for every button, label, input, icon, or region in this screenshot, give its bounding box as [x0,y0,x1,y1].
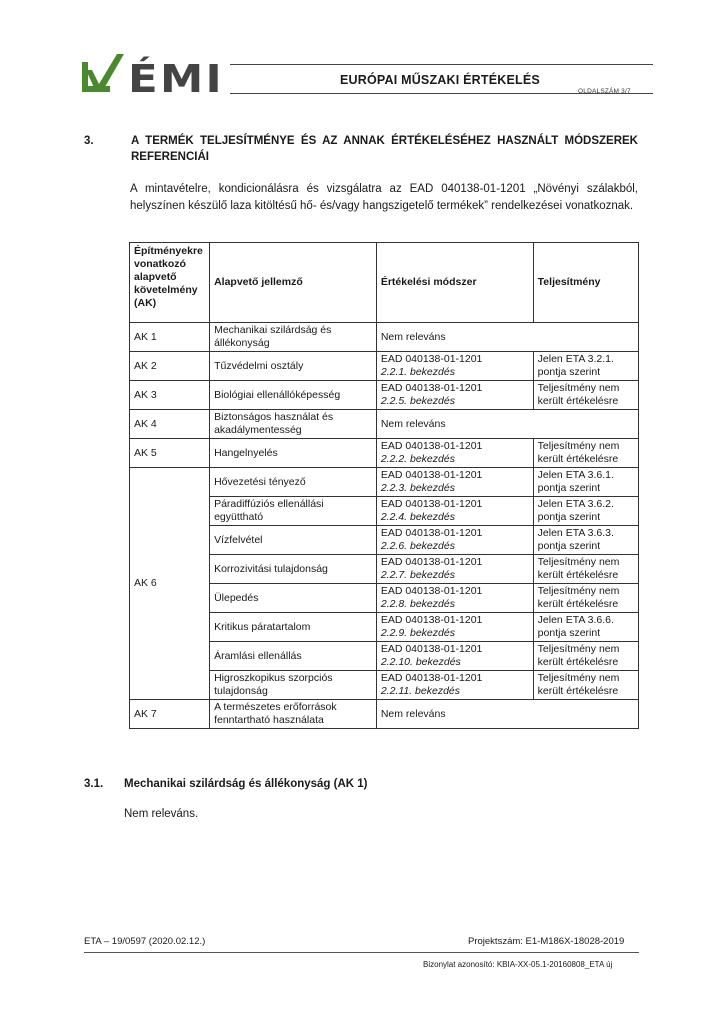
table-row [130,468,639,497]
footer-certificate-id: Bizonylat azonosító: KBIA-XX-05.1-20160808_ETA új [423,960,613,969]
table-row [130,352,639,381]
method-cell: Nem releváns [376,323,638,352]
performance-cell: Teljesítmény nem került értékelésre [533,439,638,468]
characteristic-cell: Páradiffúziós ellenállási együttható [210,497,377,526]
subsection-body: Nem releváns. [124,808,199,820]
header-method: Értékelési módszer [376,243,533,323]
method-ref: 2.2.2. bekezdés [380,453,455,465]
method-ead: EAD 040138-01-1201 [380,440,483,452]
characteristic-cell: Kritikus páratartalom [210,613,377,642]
characteristic-cell: Hővezetési tényező [210,468,377,497]
footer-eta-number: ETA – 19/0597 (2020.02.12.) [84,936,206,947]
method-ead: EAD 040138-01-1201 [380,614,483,626]
method-ref: 2.2.1. bekezdés [380,366,455,378]
characteristic-cell: Ülepedés [210,584,377,613]
table-row [130,323,639,352]
method-ref: 2.2.6. bekezdés [380,540,455,552]
page-number: OLDALSZÁM 3/7 [578,88,631,95]
section-number: 3. [84,135,94,147]
method-cell [376,584,533,613]
performance-cell: Jelen ETA 3.6.6. pontja szerint [533,613,638,642]
ak-cell: AK 3 [130,381,210,410]
method-cell [376,497,533,526]
performance-cell: Teljesítmény nem került értékelésre [533,584,638,613]
characteristic-cell: Biológiai ellenállóképesség [210,381,377,410]
method-cell [376,555,533,584]
ak-cell: AK 7 [130,700,210,729]
header-performance: Teljesítmény [533,243,638,323]
table-row [130,410,639,439]
method-ead: EAD 040138-01-1201 [380,469,483,481]
subsection-title: Mechanikai szilárdság és állékonyság (AK 1) [124,778,368,790]
table-row [130,381,639,410]
header-characteristic: Alapvető jellemző [210,243,377,323]
ak-cell: AK 5 [130,439,210,468]
characteristic-cell: Higroszkopikus szorpciós tulajdonság [210,671,377,700]
method-ref: 2.2.10. bekezdés [380,656,461,668]
table-row [130,700,639,729]
method-cell [376,439,533,468]
table-header-row [130,243,639,323]
method-cell: Nem releváns [376,700,638,729]
characteristic-cell: Tűzvédelmi osztály [210,352,377,381]
performance-cell: Jelen ETA 3.6.3. pontja szerint [533,526,638,555]
method-ead: EAD 040138-01-1201 [380,556,483,568]
performance-cell: Teljesítmény nem került értékelésre [533,642,638,671]
footer-rule [84,952,639,953]
performance-cell: Jelen ETA 3.6.2. pontja szerint [533,497,638,526]
method-ead: EAD 040138-01-1201 [380,353,483,365]
method-ead: EAD 040138-01-1201 [380,672,483,684]
intro-paragraph: A mintavételre, kondicionálásra és vizsgálatra az EAD 040138-01-1201 „Növényi szálakból, helyszínen készülő laza kitöltésű hő- és/vagy hangszigetelő termékek” rendelkezései vonatkoznak. [130,183,638,212]
emi-logo [80,48,230,98]
header-ak: Építményekre vonatkozó alapvető követelmény (AK) [130,243,210,323]
svg-text:ÉMI: ÉMI [128,57,224,98]
document-title: EURÓPAI MŰSZAKI ÉRTÉKELÉS [340,73,540,87]
header-top-rule [230,64,653,65]
characteristic-cell: Korrozivitási tulajdonság [210,555,377,584]
method-ead: EAD 040138-01-1201 [380,498,483,510]
method-ref: 2.2.5. bekezdés [380,395,455,407]
performance-cell: Jelen ETA 3.6.1. pontja szerint [533,468,638,497]
performance-table [129,242,639,729]
method-cell [376,642,533,671]
ak-cell: AK 2 [130,352,210,381]
performance-cell: Teljesítmény nem került értékelésre [533,671,638,700]
method-cell [376,468,533,497]
characteristic-cell: Hangelnyelés [210,439,377,468]
characteristic-cell: Áramlási ellenállás [210,642,377,671]
ak-cell: AK 6 [130,468,210,700]
method-ref: 2.2.7. bekezdés [380,569,455,581]
method-ead: EAD 040138-01-1201 [380,643,483,655]
characteristic-cell: Biztonságos használat és akadálymentesség [210,410,377,439]
method-cell: Nem releváns [376,410,638,439]
method-ref: 2.2.4. bekezdés [380,511,455,523]
performance-cell: Teljesítmény nem került értékelésre [533,555,638,584]
method-ead: EAD 040138-01-1201 [380,585,483,597]
method-ref: 2.2.11. bekezdés [380,685,461,697]
method-cell [376,671,533,700]
performance-cell: Teljesítmény nem került értékelésre [533,381,638,410]
ak-cell: AK 4 [130,410,210,439]
method-ref: 2.2.9. bekezdés [380,627,455,639]
ak-cell: AK 1 [130,323,210,352]
footer-project-number: Projektszám: E1-M186X-18028-2019 [468,936,625,947]
method-ead: EAD 040138-01-1201 [380,527,483,539]
table-row [130,439,639,468]
method-cell [376,613,533,642]
method-ref: 2.2.8. bekezdés [380,598,455,610]
characteristic-cell: Vízfelvétel [210,526,377,555]
characteristic-cell: A természetes erőforrások fenntartható használata [210,700,377,729]
method-cell [376,381,533,410]
method-cell [376,526,533,555]
performance-cell: Jelen ETA 3.2.1. pontja szerint [533,352,638,381]
method-cell [376,352,533,381]
characteristic-cell: Mechanikai szilárdság és állékonyság [210,323,377,352]
method-ead: EAD 040138-01-1201 [380,382,483,394]
method-ref: 2.2.3. bekezdés [380,482,455,494]
section-title: A TERMÉK TELJESÍTMÉNYE ÉS AZ ANNAK ÉRTÉKELÉSÉHEZ HASZNÁLT MÓDSZEREK REFERENCIÁI [131,135,638,163]
subsection-number: 3.1. [84,778,104,790]
